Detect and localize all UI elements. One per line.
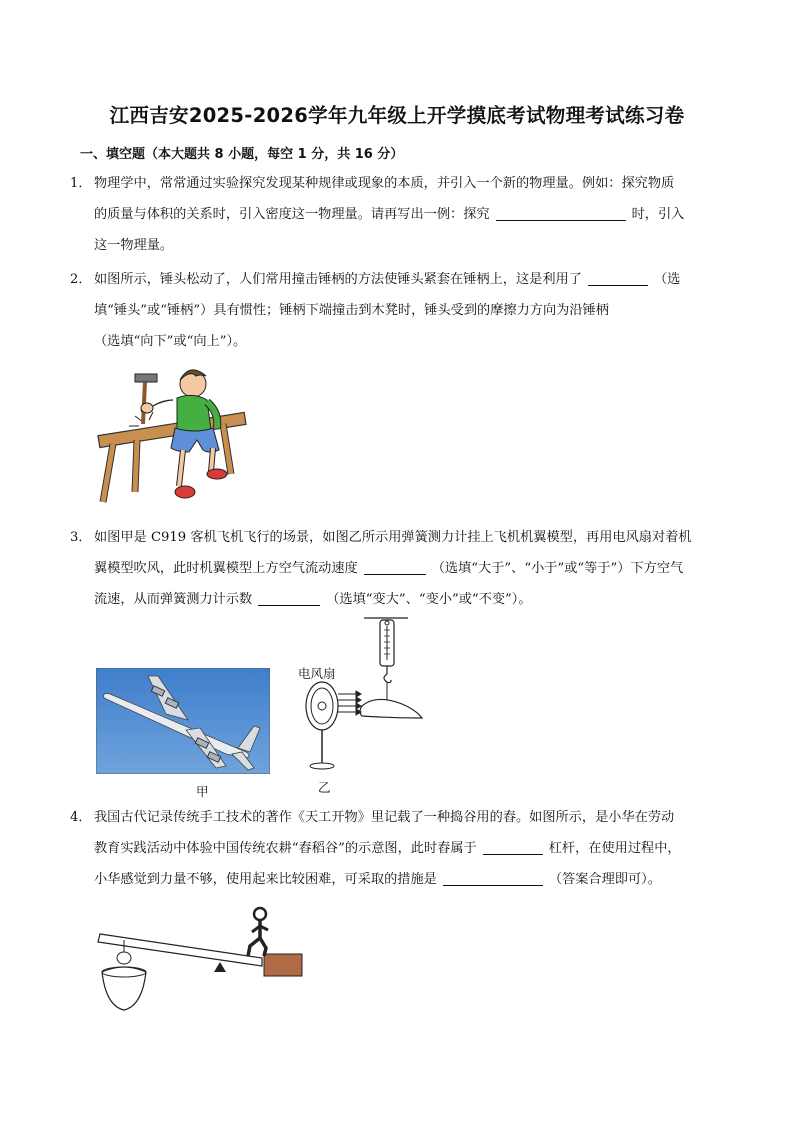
figure-label-a: 甲: [196, 784, 209, 799]
question-text: 物理学中，常常通过实验探究发现某种规律或现象的本质，并引入一个新的物理量。例如：探究物质: [94, 176, 675, 191]
figure-label-b: 乙: [318, 780, 331, 795]
question-text: 如图所示，锤头松动了，人们常用撞击锤柄的方法使锤头紧套在锤柄上，这是利用了: [94, 272, 582, 287]
question-text: 翼模型吹风，此时机翼模型上方空气流动速度: [94, 561, 358, 576]
question-text: （选填“向下”或“向上”）。: [94, 334, 247, 349]
pestle-lever-diagram: [94, 900, 308, 1020]
question-text: 的质量与体积的关系时，引入密度这一物理量。请再写出一例：探究: [94, 207, 490, 222]
question-text: 如图甲是 C919 客机飞机飞行的场景，如图乙所示用弹簧测力计挂上飞机机翼模型，再用电风扇对着机: [94, 530, 692, 545]
question-text: （选填“大于”、“小于”或“等于”）下方空气: [431, 561, 684, 576]
answer-blank[interactable]: [443, 869, 543, 886]
question-number: 3．: [70, 530, 92, 545]
question-text: 这一物理量。: [94, 238, 174, 253]
question-text: （选: [653, 272, 681, 287]
answer-blank[interactable]: [483, 838, 543, 855]
question-text: （答案合理即可）。: [548, 872, 661, 887]
question-4: [70, 802, 720, 895]
answer-blank[interactable]: [588, 269, 648, 286]
question-text: 教育实践活动中体验中国传统农耕“舂稻谷”的示意图，此时舂属于: [94, 841, 477, 856]
hammer-figure: [95, 362, 250, 510]
answer-blank[interactable]: [258, 589, 320, 606]
answer-blank[interactable]: [496, 204, 626, 221]
question-text: 流速，从而弹簧测力计示数: [94, 592, 253, 607]
section-heading: 一、填空题（本大题共 8 小题，每空 1 分，共 16 分）: [80, 147, 404, 162]
question-text: 时，引入: [631, 207, 685, 222]
question-text: （选填“变大”、“变小”或“不变”）。: [326, 592, 532, 607]
question-3: [70, 522, 720, 615]
question-1: [70, 168, 720, 261]
question-text: 我国古代记录传统手工技术的著作《天工开物》里记载了一种捣谷用的舂。如图所示，是小华在劳动: [94, 810, 675, 825]
question-text: 杠杆，在使用过程中，: [548, 841, 681, 856]
question-number: 2．: [70, 272, 92, 287]
question-number: 1．: [70, 176, 92, 191]
airplane-photo: [96, 668, 270, 774]
question-text: 小华感觉到力量不够，使用起来比较困难，可采取的措施是: [94, 872, 437, 887]
fan-wing-diagram: [296, 614, 436, 776]
question-text: 填“锤头”或“锤柄”）具有惯性；锤柄下端撞击到木凳时，锤头受到的摩擦力方向为沿锤柄: [94, 303, 609, 318]
fan-label: 电风扇: [298, 666, 336, 681]
question-2: [70, 264, 720, 357]
page-title: 江西吉安2025-2026学年九年级上开学摸底考试物理考试练习卷: [109, 104, 685, 127]
question-number: 4．: [70, 810, 92, 825]
answer-blank[interactable]: [364, 558, 426, 575]
